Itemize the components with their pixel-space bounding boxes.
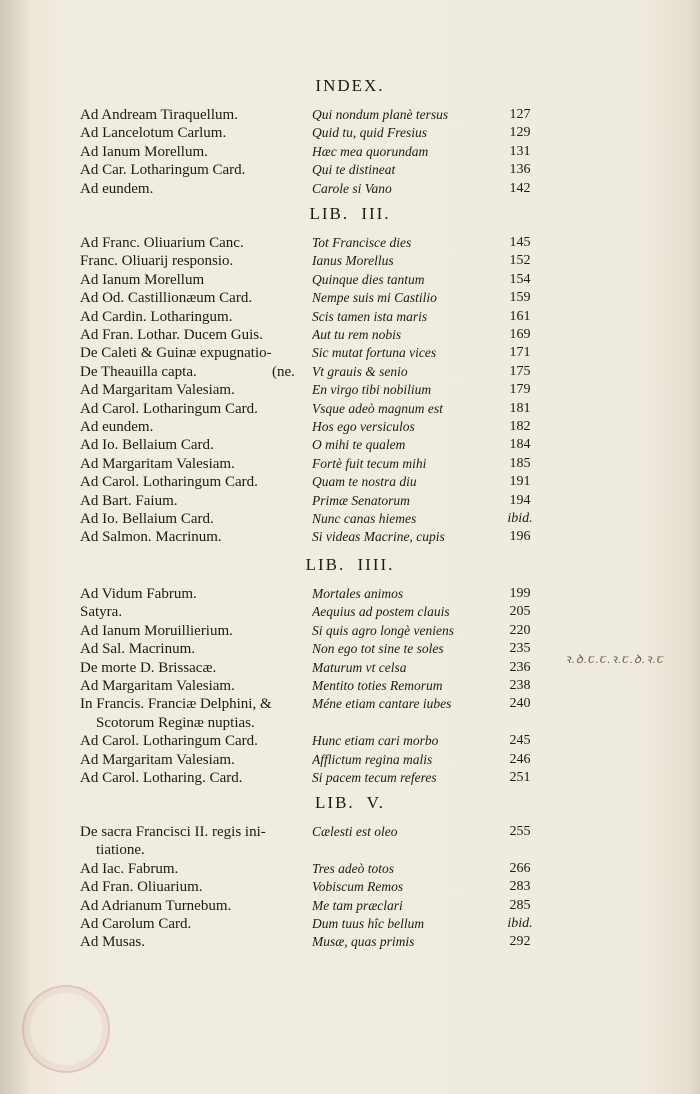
entry-addressee: Franc. Oliuarij responsio. — [80, 253, 234, 270]
entry-addressee: Ad Carol. Lotharing. Card. — [80, 770, 243, 786]
entry-page-number: 179 — [509, 382, 531, 398]
index-entry — [0, 732, 700, 750]
index-entry — [0, 436, 700, 454]
entry-addressee: Ad Andream Tiraquellum. — [80, 107, 238, 123]
entry-addressee-continuation: tiatione. — [96, 842, 145, 859]
entry-addressee: Ad Od. Castillionæum Card. — [80, 290, 253, 307]
entry-incipit: Hunc etiam cari morbo — [312, 733, 439, 749]
entry-addressee: Ad Salmon. Macrinum. — [80, 529, 222, 546]
index-entry — [0, 528, 700, 546]
index-entry — [0, 659, 700, 677]
index-entry — [0, 933, 700, 951]
entry-incipit: Méne etiam cantare iubes — [312, 696, 452, 712]
index-entry — [0, 381, 700, 399]
entry-addressee: Ad eundem. — [80, 419, 154, 435]
entry-page-number: 152 — [509, 253, 531, 269]
entry-incipit: Non ego tot sine te soles — [312, 641, 444, 657]
entry-incipit: Ianus Morellus — [312, 253, 394, 269]
entry-page-number: 292 — [509, 934, 531, 950]
entry-addressee: Ad Margaritam Valesiam. — [80, 751, 235, 768]
entry-addressee: Satyra. — [80, 604, 123, 621]
entry-addressee: Ad Adrianum Turnebum. — [80, 897, 232, 914]
index-entry — [0, 252, 700, 270]
entry-page-number: 184 — [509, 437, 531, 453]
entry-incipit: Si pacem tecum referes — [312, 770, 437, 785]
entry-addressee: Ad Ianum Morellum. — [80, 143, 208, 160]
entry-page-number: ibid. — [507, 511, 533, 526]
index-entry — [0, 603, 700, 621]
entry-incipit: Cælesti est oleo — [312, 824, 398, 839]
entry-page-number: 191 — [509, 474, 531, 490]
entry-incipit: Qui nondum planè tersus — [312, 107, 449, 122]
entry-incipit: Vsque adeò magnum est — [312, 400, 443, 416]
index-entry — [0, 234, 700, 252]
entry-page-number: 199 — [509, 586, 531, 601]
entry-incipit: En virgo tibi nobilium — [312, 382, 432, 398]
entry-incipit: Scis tamen ista maris — [312, 308, 428, 324]
entry-page-number: 154 — [509, 271, 531, 287]
entry-page-number: 181 — [509, 400, 531, 416]
entry-incipit: Aut tu rem nobis — [312, 327, 402, 342]
entry-page-number: 171 — [509, 345, 531, 361]
entry-addressee: Ad Franc. Oliuarium Canc. — [80, 235, 244, 251]
entry-addressee: Ad Io. Bellaium Card. — [80, 511, 214, 527]
entry-addressee: Ad Margaritam Valesiam. — [80, 678, 235, 694]
entry-page-number: 175 — [509, 363, 531, 379]
entry-incipit: Afflictum regina malis — [312, 751, 433, 767]
entry-page-number: 131 — [509, 143, 531, 159]
entry-line-continuation: (ne. — [272, 363, 295, 380]
entry-page-number: 136 — [509, 162, 531, 178]
section-heading: LIB. IIII. — [305, 555, 395, 574]
entry-addressee: Ad Carol. Lotharingum Card. — [80, 733, 258, 750]
entry-addressee: Ad Margaritam Valesiam. — [80, 382, 235, 399]
index-entry — [0, 677, 700, 695]
entry-page-number: 159 — [509, 290, 531, 306]
entry-addressee: Ad Bart. Faium. — [80, 492, 178, 509]
index-entry — [0, 400, 700, 418]
entry-page-number: 283 — [509, 879, 531, 895]
entry-page-number: 161 — [509, 308, 531, 324]
entry-incipit: O mihi te qualem — [312, 437, 406, 453]
entry-page-number: 220 — [509, 622, 531, 638]
entry-page-number: 245 — [509, 733, 531, 749]
entry-incipit: Sic mutat fortuna vices — [312, 345, 437, 361]
library-stamp — [22, 985, 110, 1073]
entry-page-number: 238 — [509, 678, 531, 693]
entry-addressee: De Caleti & Guinæ expugnatio- — [80, 345, 272, 362]
entry-page-number: 194 — [509, 492, 531, 508]
entry-page-number: 236 — [509, 659, 531, 675]
index-entry — [0, 473, 700, 491]
entry-page-number: 255 — [509, 824, 531, 839]
entry-addressee: Ad Margaritam Valesiam. — [80, 455, 235, 472]
entry-incipit: Mentito toties Remorum — [312, 678, 443, 693]
index-entry — [0, 143, 700, 161]
entry-incipit: Si videas Macrine, cupis — [312, 529, 445, 545]
index-entry — [0, 308, 700, 326]
index-entry — [0, 161, 700, 179]
index-entry — [0, 124, 700, 142]
entry-incipit: Dum tuus hîc bellum — [312, 916, 425, 931]
index-entry — [0, 878, 700, 896]
index-entry — [0, 418, 700, 436]
entry-incipit: Musæ, quas primis — [312, 934, 415, 950]
entry-incipit: Fortè fuit tecum mihi — [312, 455, 427, 471]
index-entry — [0, 897, 700, 915]
index-entry — [0, 622, 700, 640]
index-entry — [0, 640, 700, 658]
entry-addressee: Ad Lancelotum Carlum. — [80, 125, 227, 142]
entry-addressee: Ad Iac. Fabrum. — [80, 860, 179, 877]
entry-page-number: 235 — [509, 641, 531, 657]
entry-page-number: 169 — [509, 327, 531, 342]
entry-addressee: Ad Sal. Macrinum. — [80, 641, 195, 658]
entry-page-number: 185 — [509, 455, 531, 471]
entry-page-number: 129 — [509, 125, 531, 141]
index-entry — [0, 823, 700, 841]
entry-addressee: Ad Carol. Lotharingum Card. — [80, 400, 258, 417]
entry-incipit: Tot Francisce dies — [312, 235, 412, 250]
index-entry — [0, 695, 700, 713]
entry-page-number: 145 — [509, 235, 531, 250]
entry-addressee: Ad Carol. Lotharingum Card. — [80, 474, 258, 491]
section-heading: LIB. III. — [309, 204, 391, 223]
index-title: INDEX. — [315, 76, 385, 95]
entry-page-number: 182 — [509, 419, 531, 434]
entry-page-number: 205 — [509, 604, 531, 620]
entry-addressee: Ad Ianum Moruillierium. — [80, 622, 233, 639]
entry-incipit: Vt grauis & senio — [312, 363, 408, 379]
index-entry — [0, 751, 700, 769]
entry-incipit: Quinque dies tantum — [312, 271, 425, 287]
index-entry — [0, 860, 700, 878]
index-entry — [0, 106, 700, 124]
entry-addressee: De Theauilla capta. — [80, 363, 197, 380]
entry-incipit: Aequius ad postem clauis — [312, 604, 450, 620]
index-entry — [0, 769, 700, 787]
index-entry — [0, 455, 700, 473]
section-heading: LIB. V. — [315, 793, 385, 812]
entry-incipit: Quid tu, quid Fresius — [312, 125, 428, 141]
entry-incipit: Carole si Vano — [312, 180, 392, 196]
entry-addressee: Ad Musas. — [80, 934, 146, 951]
entry-incipit: Nunc canas hiemes — [312, 511, 417, 526]
entry-incipit: Qui te distineat — [312, 162, 396, 178]
entry-addressee: Ad eundem. — [80, 180, 154, 197]
index-entry — [0, 363, 700, 381]
index-entry-continuation — [0, 714, 700, 732]
index-entry — [0, 915, 700, 933]
entry-incipit: Tres adeò totos — [312, 860, 395, 876]
entry-page-number: 246 — [509, 751, 531, 767]
entry-page-number: 251 — [509, 770, 531, 785]
entry-incipit: Vobiscum Remos — [312, 879, 404, 895]
entry-incipit: Maturum vt celsa — [312, 659, 407, 675]
entry-addressee: Ad Ianum Morellum — [80, 271, 205, 288]
entry-addressee: Ad Carolum Card. — [80, 916, 192, 932]
entry-page-number: 266 — [509, 860, 531, 876]
entry-incipit: Me tam præclari — [312, 897, 403, 913]
index-entry — [0, 344, 700, 362]
index-entry — [0, 180, 700, 198]
entry-incipit: Hæc mea quorundam — [312, 143, 429, 159]
index-entry — [0, 510, 700, 528]
entry-addressee: Ad Fran. Oliuarium. — [80, 879, 203, 896]
entry-addressee: Ad Io. Bellaium Card. — [80, 437, 214, 454]
entry-incipit: Si quis agro longè veniens — [312, 622, 454, 638]
index-entry — [0, 271, 700, 289]
index-entry-continuation — [0, 841, 700, 859]
marginal-annotation: ꝛ.ꝺ.ꞇ.ꞇ.ꝛ.ꞇ.ꝺ.ꝛ.ꞇ — [565, 652, 665, 664]
entry-page-number: ibid. — [507, 916, 533, 931]
entry-addressee: De sacra Francisci II. regis ini- — [80, 824, 266, 840]
entry-addressee: Ad Car. Lotharingum Card. — [80, 162, 246, 179]
entry-addressee: Ad Cardin. Lotharingum. — [80, 308, 233, 325]
index-entry — [0, 492, 700, 510]
entry-page-number: 196 — [509, 529, 531, 545]
index-entry — [0, 326, 700, 344]
entry-page-number: 285 — [509, 897, 531, 913]
index-entry — [0, 289, 700, 307]
entry-addressee: De morte D. Brissacæ. — [80, 659, 217, 676]
entry-addressee: Ad Vidum Fabrum. — [80, 586, 197, 602]
entry-addressee-continuation: Scotorum Reginæ nuptias. — [96, 714, 255, 731]
entry-incipit: Nempe suis mi Castilio — [312, 290, 437, 306]
entry-addressee: In Francis. Franciæ Delphini, & — [80, 696, 272, 713]
index-entry — [0, 585, 700, 603]
entry-page-number: 127 — [509, 107, 531, 122]
entry-incipit: Primæ Senatorum — [312, 492, 410, 508]
entry-incipit: Hos ego versiculos — [312, 419, 415, 434]
entry-page-number: 142 — [509, 180, 531, 196]
entry-page-number: 240 — [509, 696, 531, 712]
entry-incipit: Quam te nostra diu — [312, 474, 417, 490]
entry-addressee: Ad Fran. Lothar. Ducem Guis. — [80, 327, 263, 343]
entry-incipit: Mortales animos — [312, 586, 404, 601]
